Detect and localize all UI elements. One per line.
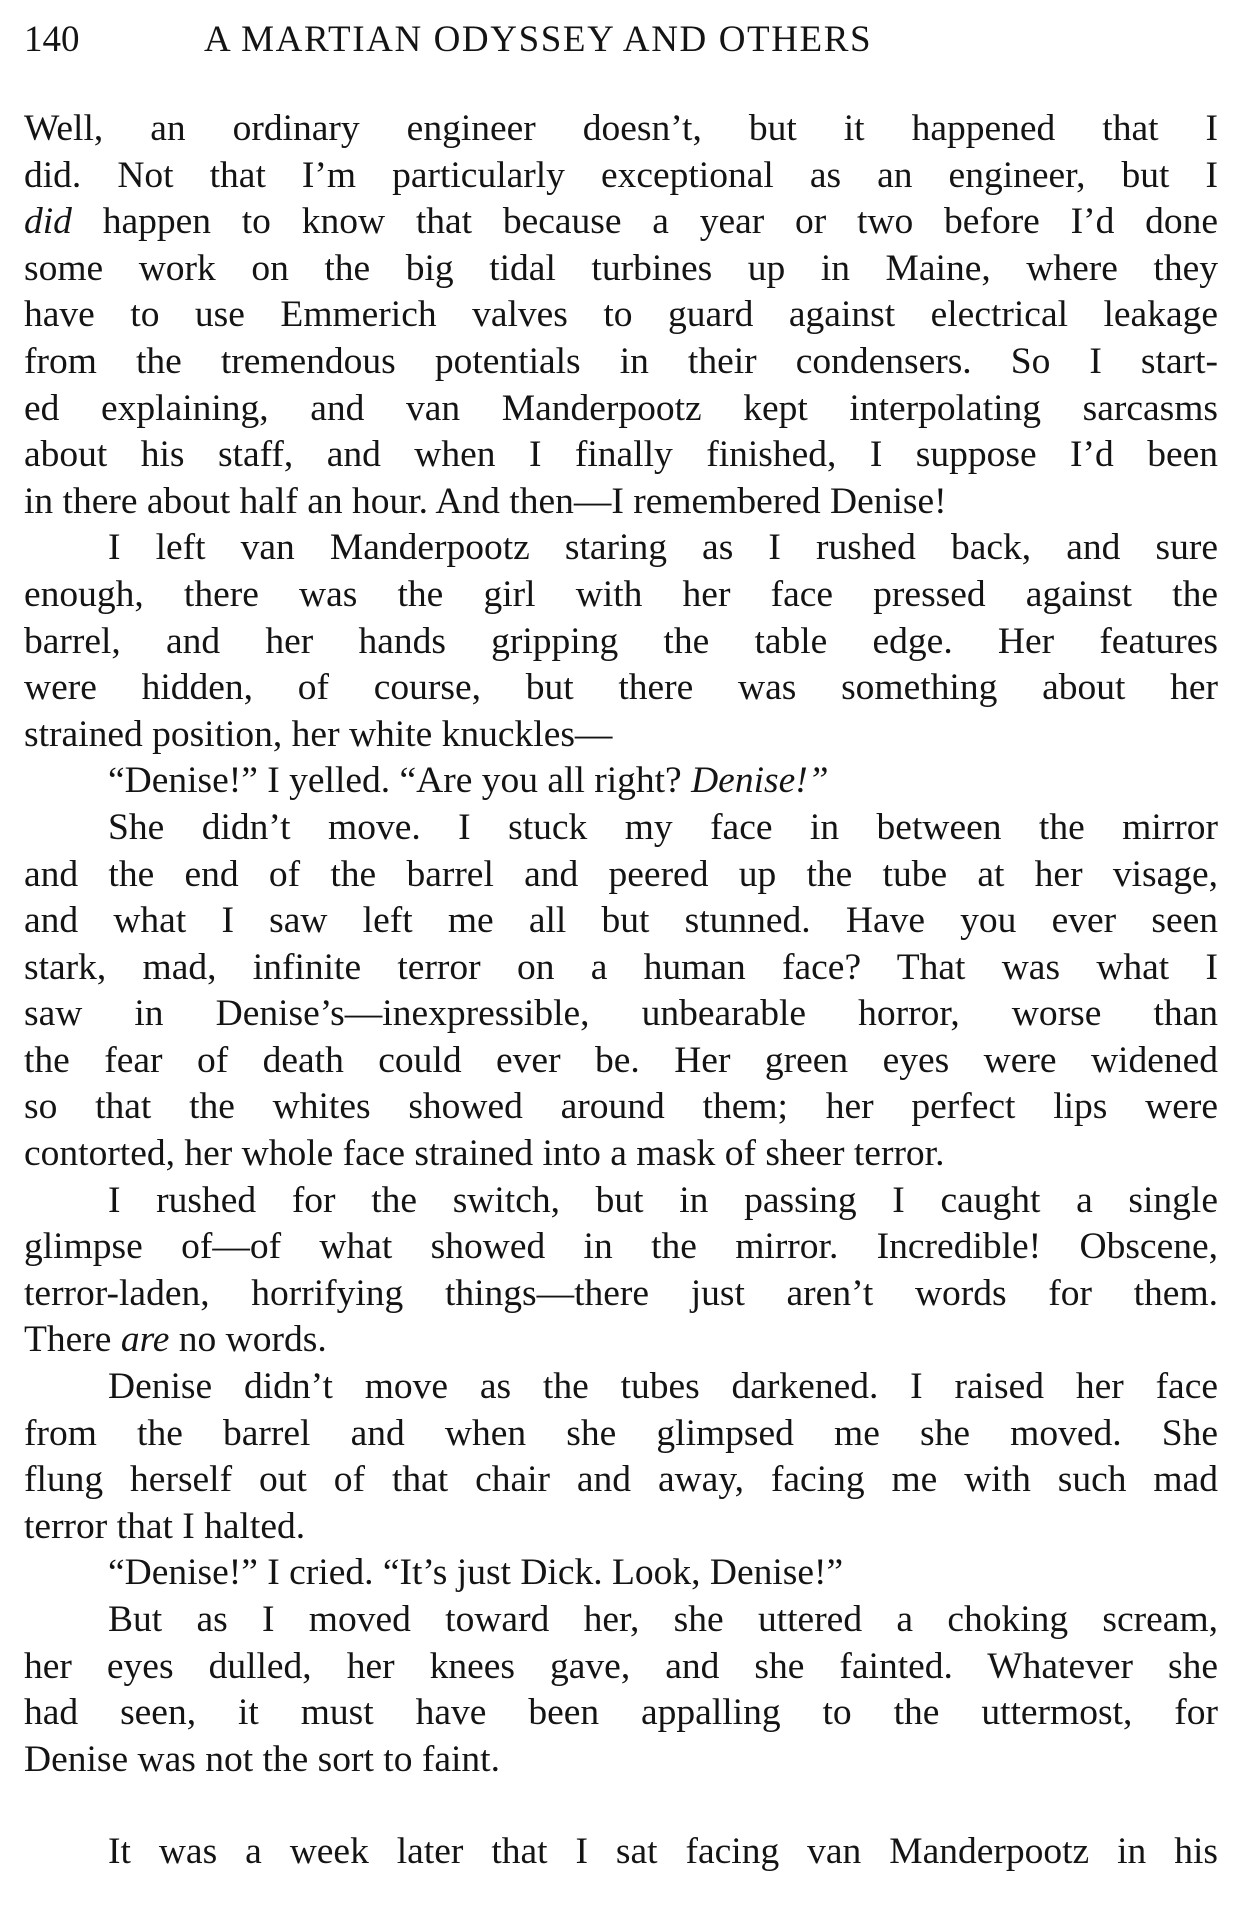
text-line: Denise was not the sort to faint.: [24, 1738, 500, 1780]
text-line: were hidden, of course, but there was something about her: [24, 667, 1218, 709]
book-page: [24, 0, 1218, 1926]
book-title: A MARTIAN ODYSSEY AND OTHERS: [204, 19, 873, 60]
text-line: I left van Manderpootz staring as I rushed back, and sure: [108, 527, 1218, 569]
text-line: glimpse of—of what showed in the mirror. Incredible! Obscene,: [24, 1226, 1218, 1268]
text-line: I rushed for the switch, but in passing I caught a single: [108, 1179, 1218, 1221]
paragraph: [24, 1829, 1218, 1876]
text-line: in there about half an hour. And then—I remembered Denise!: [24, 480, 947, 522]
paragraph: [24, 1364, 1218, 1550]
text-line: ed explaining, and van Manderpootz kept interpolating sarcasms: [24, 387, 1218, 429]
text-line: had seen, it must have been appalling to the uttermost, for: [24, 1692, 1218, 1734]
text-line: There are no words.: [24, 1319, 327, 1361]
text-line: about his staff, and when I finally finished, I suppose I’d been: [24, 434, 1218, 476]
text-line: from the tremendous potentials in their condensers. So I start-: [24, 340, 1218, 382]
text-line: and what I saw left me all but stunned. Have you ever seen: [24, 900, 1218, 942]
text-line: stark, mad, infinite terror on a human face? That was what I: [24, 946, 1218, 988]
text-line: have to use Emmerich valves to guard against electrical leakage: [24, 294, 1218, 336]
text-line: strained position, her white knuckles—: [24, 713, 613, 755]
text-line: She didn’t move. I stuck my face in between the mirror: [108, 806, 1218, 848]
paragraph: [24, 758, 1218, 805]
text-line: did. Not that I’m particularly exceptional as an engineer, but I: [24, 154, 1218, 196]
text-line: Well, an ordinary engineer doesn’t, but it happened that I: [24, 108, 1218, 149]
text-line: so that the whites showed around them; her perfect lips were: [24, 1086, 1218, 1128]
text-line: did happen to know that because a year or two before I’d done: [24, 201, 1218, 243]
text-line: her eyes dulled, her knees gave, and she fainted. Whatever she: [24, 1645, 1218, 1687]
text-line: But as I moved toward her, she uttered a choking scream,: [108, 1599, 1218, 1640]
text-line: the fear of death could ever be. Her green eyes were widened: [24, 1039, 1218, 1081]
text-line: terror-laden, horrifying things—there just aren’t words for them.: [24, 1272, 1218, 1314]
text-line: Denise didn’t move as the tubes darkened. I raised her face: [108, 1366, 1218, 1408]
page-number: 140: [24, 19, 80, 60]
text-line: enough, there was the girl with her face pressed against the: [24, 573, 1218, 615]
text-line: “Denise!” I yelled. “Are you all right? Denise!”: [108, 760, 829, 802]
paragraph: [24, 805, 1218, 1178]
text-line: It was a week later that I sat facing van Manderpootz in his: [108, 1831, 1218, 1873]
text-line: and the end of the barrel and peered up the tube at her visage,: [24, 853, 1218, 895]
body-text: [24, 106, 1218, 1876]
paragraph: [24, 525, 1218, 758]
text-line: flung herself out of that chair and away, facing me with such mad: [24, 1459, 1218, 1501]
text-line: some work on the big tidal turbines up in Maine, where they: [24, 247, 1218, 289]
text-line: barrel, and her hands gripping the table edge. Her features: [24, 620, 1218, 662]
running-head: [24, 14, 1218, 66]
text-line: saw in Denise’s—inexpressible, unbearable horror, worse than: [24, 993, 1218, 1035]
paragraph: [24, 1550, 1218, 1597]
text-line: from the barrel and when she glimpsed me she moved. She: [24, 1412, 1218, 1454]
paragraph: [24, 1178, 1218, 1364]
paragraph: [24, 1597, 1218, 1783]
text-line: contorted, her whole face strained into a mask of sheer terror.: [24, 1133, 945, 1175]
text-line: “Denise!” I cried. “It’s just Dick. Look, Denise!”: [108, 1552, 844, 1594]
text-line: terror that I halted.: [24, 1505, 306, 1547]
paragraph: [24, 106, 1218, 525]
